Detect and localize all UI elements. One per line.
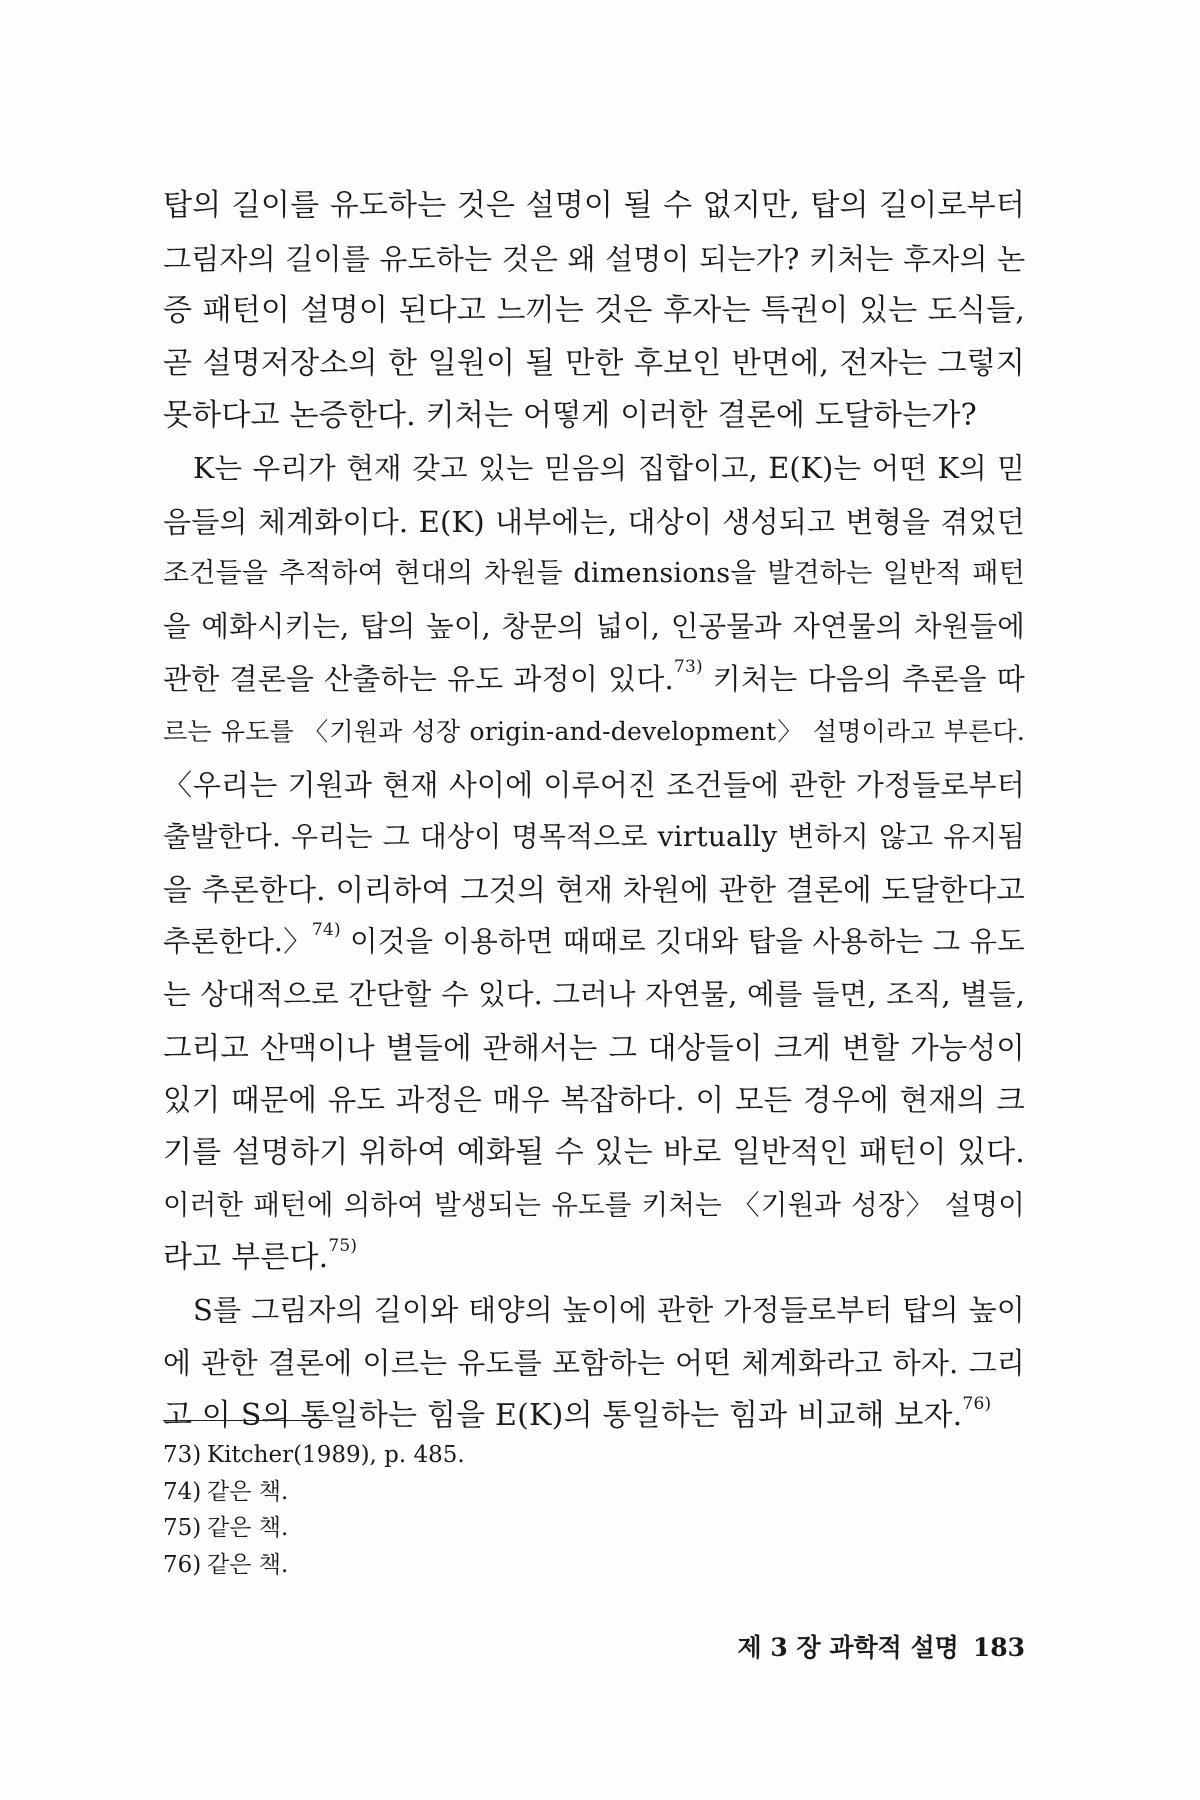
chapter-title: 제 3 장 과학적 설명 (737, 1633, 959, 1662)
text-line: 있기 때문에 유도 과정은 매우 복잡하다. 이 모든 경우에 현재의 크 (163, 1083, 1025, 1118)
text-line: K는 우리가 현재 갖고 있는 믿음의 집합이고, E(K)는 어떤 K의 믿 (193, 451, 1025, 485)
footnote-number: 74) (163, 1478, 202, 1505)
text-line: 증 패턴이 설명이 된다고 느끼는 것은 후자는 특권이 있는 도식들, (163, 293, 1025, 329)
text-line: 탑의 길이를 유도하는 것은 설명이 될 수 없지만, 탑의 길이로부터 (163, 188, 1025, 223)
text-line: 못하다고 논증한다. 키처는 어떻게 이러한 결론에 도달하는가? (163, 398, 977, 434)
text-line: 그리고 산맥이나 별들에 관해서는 그 대상들이 크게 변할 가능성이 (163, 1030, 1025, 1065)
text-line: 는 상대적으로 간단할 수 있다. 그러나 자연물, 예를 들면, 조직, 별들, (163, 977, 1025, 1011)
text-line: 〈우리는 기원과 현재 사이에 이루어진 조건들에 관한 가정들로부터 (163, 767, 1025, 802)
text-line (163, 916, 1025, 969)
text-line: 음들의 체계화이다. E(K) 내부에는, 대상이 생성되고 변형을 겪었던 (163, 504, 1025, 539)
text-segment: 라고 부른다. (163, 1239, 329, 1275)
text-segment: 고 이 S의 통일하는 힘을 E(K)의 통일하는 힘과 비교해 보자. (163, 1397, 963, 1433)
footnote-ref-75[interactable]: 75) (328, 1235, 358, 1256)
footnote-74 (163, 1474, 763, 1511)
footnote-divider (163, 1420, 333, 1421)
footnote-ref-76[interactable]: 76) (962, 1393, 992, 1414)
text-line: 을 추론한다. 이리하여 그것의 현재 차원에 관한 결론에 도달한다고 (163, 872, 1025, 907)
text-line: S를 그림자의 길이와 태양의 높이에 관한 가정들로부터 탑의 높이 (193, 1293, 1025, 1328)
page-number: 183 (972, 1633, 1025, 1662)
footnote-number: 76) (163, 1551, 202, 1578)
text-line (163, 1232, 1025, 1285)
text-line: 을 예화시키는, 탑의 높이, 창문의 넓이, 인공물과 자연물의 차원들에 (163, 609, 1025, 643)
text-segment: 관한 결론을 산출하는 유도 과정이 있다. (163, 662, 674, 697)
paragraph-2 (163, 443, 1025, 1285)
text-line: 르는 유도를 〈기원과 성장 origin-and-development〉 설명이라고 부른다. (163, 716, 1025, 746)
footnote-ref-74[interactable]: 74) (311, 920, 341, 941)
text-line: 출발한다. 우리는 그 대상이 명목적으로 virtually 변하지 않고 유지됨 (163, 820, 1025, 854)
paragraph-3 (163, 1284, 1025, 1442)
footnote-number: 73) (163, 1442, 202, 1468)
paragraph-1 (163, 180, 1025, 443)
footnote-text: 같은 책. (207, 1515, 289, 1541)
footnote-text: 같은 책. (207, 1551, 289, 1578)
footnote-73 (163, 1437, 763, 1474)
footnote-text: 같은 책. (207, 1478, 289, 1505)
running-footer (738, 1628, 1025, 1664)
footnote-75 (163, 1510, 763, 1547)
text-line: 조건들을 추적하여 현대의 차원들 dimensions을 발견하는 일반적 패턴 (163, 558, 1025, 590)
text-line: 이러한 패턴에 의하여 발생되는 유도를 키처는 〈기원과 성장〉 설명이 (163, 1189, 1025, 1222)
footnotes (163, 1437, 763, 1583)
text-line: 에 관한 결론에 이르는 유도를 포함하는 어떤 체계화라고 하자. 그리 (163, 1346, 1025, 1381)
text-line: 곧 설명저장소의 한 일원이 될 만한 후보인 반면에, 전자는 그렇지 (163, 345, 1025, 381)
text-line: 그림자의 길이를 유도하는 것은 왜 설명이 되는가? 키처는 후자의 논 (163, 241, 1026, 276)
text-segment: 추론한다.〉 (163, 925, 312, 959)
text-segment: 이것을 이용하면 때때로 깃대와 탑을 사용하는 그 유도 (340, 925, 1025, 959)
text-line (163, 1390, 1025, 1443)
text-line (163, 653, 1025, 706)
text-segment: 키처는 다음의 추론을 따 (702, 662, 1025, 697)
footnote-number: 75) (163, 1515, 202, 1541)
main-text (163, 180, 1025, 1442)
footnote-text: Kitcher(1989), p. 485. (207, 1442, 465, 1468)
footnote-ref-73[interactable]: 73) (673, 657, 703, 678)
footnote-76 (163, 1547, 763, 1584)
text-line: 기를 설명하기 위하여 예화될 수 있는 바로 일반적인 패턴이 있다. (163, 1134, 1025, 1170)
